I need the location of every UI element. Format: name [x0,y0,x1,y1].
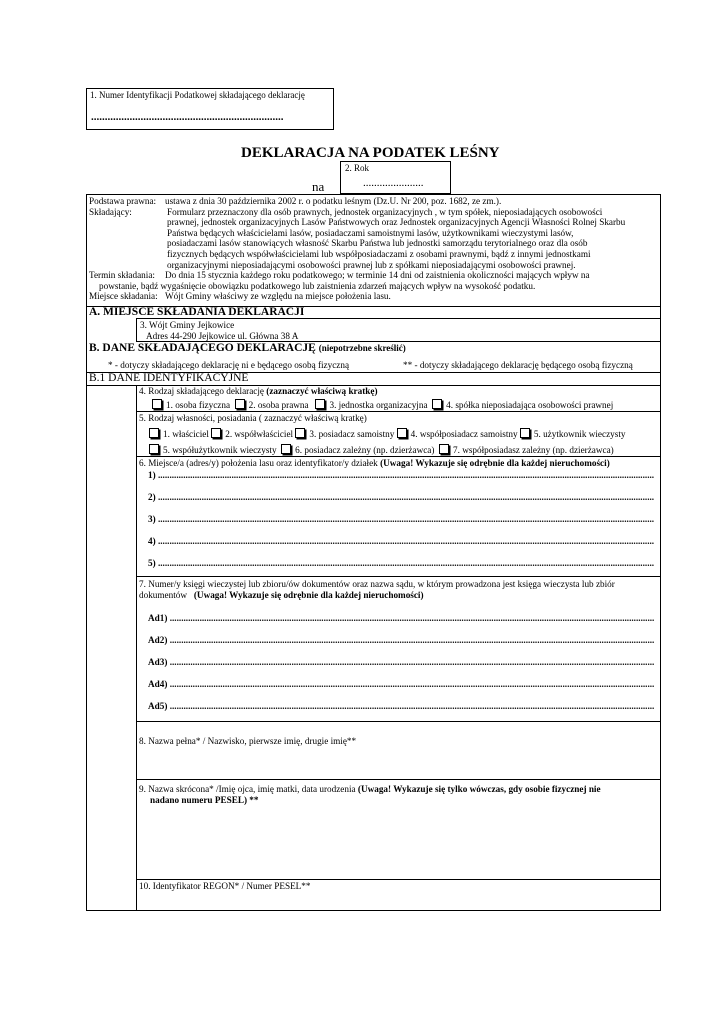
page-title: DEKLARACJA NA PODATEK LEŚNY [241,145,500,161]
skladajacy-line: prawnej, jednostek organizacyjnych Lasów Państwowych oraz Jednostek organizacyjnych Agencji Własności Rolnej Skarbu [167,217,626,228]
termin-label: Termin składania: [89,270,155,281]
field6-line-4[interactable]: 4) ..... [148,536,654,546]
podstawa-text: ustawa z dnia 30 października 2002 r. o podatku leśnym (Dz.U. Nr 200, poz. 1682, ze zm.). [165,196,502,206]
field3-box [136,318,661,342]
checkbox-icon[interactable] [439,444,449,454]
rok-box [340,161,451,194]
nip-label: 1. Numer Identyfikacji Podatkowej składającego deklarację [90,90,305,100]
checkbox-icon[interactable] [520,428,530,438]
section-a-title: A. MIEJSCE SKŁADANIA DEKLARACJI [89,306,305,318]
checkbox-icon[interactable] [235,399,245,409]
option-osoba-prawna[interactable]: 2. osoba prawna [235,400,309,410]
field6-line-3[interactable]: 3) ..... [148,514,654,524]
podstawa-label: Podstawa prawna: [89,196,157,206]
field6-label: 6. Miejsce/a (adres/y) położenia lasu oraz identyfikator/y działek (Uwaga! Wykazuje się odrębnie dla każdej nieruchomości) [139,458,610,468]
field6-line-1[interactable]: 1) ..... [148,470,654,480]
option-posiadacz-samoistny[interactable]: 3. posiadacz samoistny [295,429,394,439]
field7-line-ad4[interactable]: Ad4) ..... [148,679,654,689]
field10-label: 10. Identyfikator REGON* / Numer PESEL** [139,881,311,891]
termin-line: Do dnia 15 stycznia każdego roku podatkowego; w terminie 14 dni od zaistnienia okoliczności mających wpływ na [165,270,590,281]
field3-label: 3. Wójt Gminy Jejkowice [140,320,235,330]
nip-input[interactable]: ...................................................................... [91,111,284,123]
section-b-header [89,342,406,354]
field4 [136,385,661,412]
option-wspolposiadacz-zalezny[interactable]: 7. współposiadasz zależny (np. dzierżawca) [439,445,614,455]
option-wspolwlasciciel[interactable]: 2. współwłaściciel [211,429,293,439]
field9-label: 9. Nazwa skrócona* /Imię ojca, imię matki, data urodzenia (Uwaga! Wykazuje się tylko wówczas, gdy osobie fizycznej nie [139,784,601,794]
field7-label: 7. Numer/y księgi wieczystej lub zbioru/ów dokumentów oraz nazwa sądu, w którym prowadzona jest księga wieczysta lub zbiór [139,579,615,589]
checkbox-icon[interactable] [149,444,159,454]
field10[interactable] [136,880,661,911]
skladajacy-line: posiadaczami lasów stanowiących własność Skarbu Państwa lub jednostki samorządu terytorialnego oraz dla osób [167,238,588,249]
option-uzytkownik-wieczysty[interactable]: 5. użytkownik wieczysty [520,429,626,439]
checkbox-icon[interactable] [295,428,305,438]
na-label: na [312,179,325,194]
option-posiadacz-zalezny[interactable]: 6. posiadacz zależny (np. dzierżawca) [281,445,434,455]
option-spolka[interactable]: 4. spółka nieposiadająca osobowości prawnej [432,400,613,410]
checkbox-icon[interactable] [211,428,221,438]
skladajacy-line: fizycznych będących współwłaścicielami lub współposiadaczami z osobami prawnymi, bądź z innymi jednostkami [167,249,591,259]
checkbox-icon[interactable] [315,399,325,409]
section-b-note: (niepotrzebne skreślić) [318,343,406,353]
field3-value: Adres 44-290 Jejkowice ul. Główna 38 A [146,331,299,341]
skladajacy-line: Państwa będących właścicielami lasów, posiadaczami samoistnymi lasów, użytkownikami wieczystymi lasów, [167,227,574,238]
field8[interactable] [136,722,661,780]
field6 [136,457,661,577]
section-b1-title: B.1 DANE IDENTYFIKACYJNE [89,372,249,384]
rok-input[interactable]: ...................... [363,177,424,189]
field8-label: 8. Nazwa pełna* / Nazwisko, pierwsze imię, drugie imię** [139,736,357,746]
option-jednostka-organizacyjna[interactable]: 3. jednostka organizacyjna [315,400,427,410]
field7-line-ad5[interactable]: Ad5) ..... [148,701,654,711]
field5 [136,412,661,457]
field9-label-2: nadano numeru PESEL) ** [150,795,259,805]
field6-line-2[interactable]: 2) ..... [148,492,654,502]
field7-label-2: dokumentów (Uwaga! Wykazuje się odrębnie dla każdej nieruchomości) [139,590,424,600]
field5-label: 5. Rodzaj własności, posiadania ( zaznaczyć właściwą kratkę) [139,413,367,423]
info-block [89,196,659,306]
skladajacy-line: organizacyjnymi nieposiadającymi osobowości prawnej lub z spółkami nieposiadającymi osobowości prawnej. [167,259,576,270]
skladajacy-line: Formularz przeznaczony dla osób prawnych, jednostek organizacyjnych , w tym spółek, nieposiadających osobowości [167,206,603,217]
option-wlasciciel[interactable]: 1. właściciel [149,429,209,439]
section-b-title: B. DANE SKŁADAJĄCEGO DEKLARACJĘ [89,342,316,354]
field7-line-ad1[interactable]: Ad1) ..... [148,613,654,623]
nip-box [86,88,334,130]
checkbox-icon[interactable] [152,399,162,409]
field4-label: 4. Rodzaj składającego deklarację (zaznaczyć właściwą kratkę) [139,386,378,396]
field9[interactable] [136,780,661,880]
note-right: ** - dotyczy składającego deklarację będącego osobą fizyczną [403,360,633,370]
field6-line-5[interactable]: 5) ..... [148,558,654,568]
checkbox-icon[interactable] [432,399,442,409]
miejsce-text: Wójt Gminy właściwy ze względu na miejsce położenia lasu. [165,291,391,302]
field7 [136,577,661,722]
miejsce-label: Miejsce składania: [89,291,158,302]
field7-line-ad2[interactable]: Ad2) ..... [148,635,654,645]
field5-options-row1 [149,428,625,439]
field5-options-row2 [149,444,614,455]
skladajacy-label: Składający: [89,206,132,217]
termin-line: powstanie, bądź wygaśnięcie obowiązku podatkowego lub zaistnienia zdarzeń mających wpływ na wysokość podatku. [99,280,536,291]
checkbox-icon[interactable] [281,444,291,454]
note-left: * - dotyczy składającego deklarację ni e będącego osobą fizyczną [108,360,350,370]
option-wspoluzytkownik-wieczysty[interactable]: 5. współużytkownik wieczysty [149,445,277,455]
option-osoba-fizyczna[interactable]: 1. osoba fizyczna [152,400,230,410]
checkbox-icon[interactable] [397,428,407,438]
field4-options [152,399,613,410]
rok-label: 2. Rok [345,163,370,173]
field7-line-ad3[interactable]: Ad3) ..... [148,657,654,667]
option-wspolposiadacz-samoistny[interactable]: 4. współposiadacz samoistny [397,429,518,439]
checkbox-icon[interactable] [149,428,159,438]
